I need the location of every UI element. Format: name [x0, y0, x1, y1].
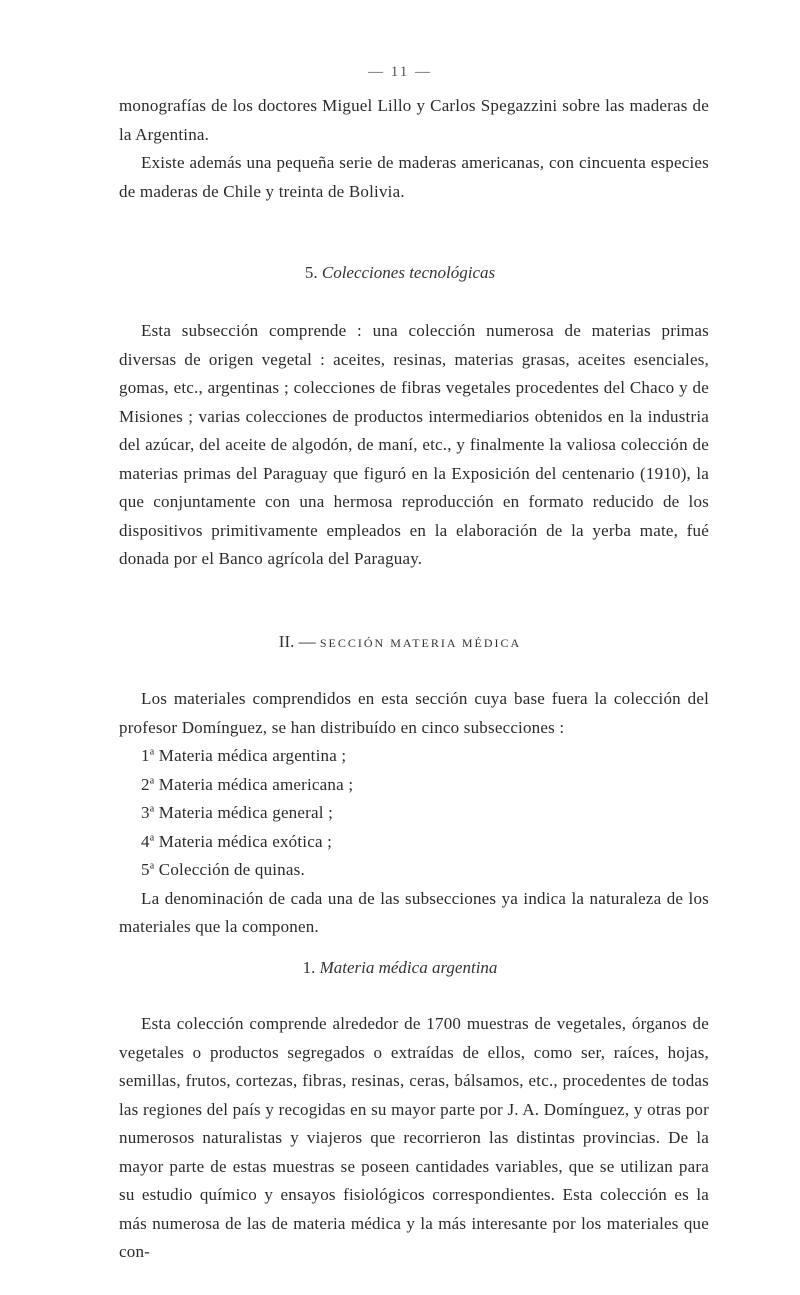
heading-seccion-materia-medica — [0, 632, 800, 652]
paragraph-denominacion: La denominación de cada una de las subsecciones ya indica la naturaleza de los materiales que la componen. — [119, 888, 709, 936]
list-item: 1$^a$ Materia médica argentina ; — [141, 746, 347, 765]
heading-number: 5. — [304, 263, 318, 282]
subsection-list — [119, 742, 709, 885]
argentina-section — [119, 1010, 709, 1267]
paragraph-coleccion-1700: Esta colección comprende alrededor de 1700 muestras de vegetales, órganos de vegetales o productos segregados o extraídas de ellos, como ser, raíces, hojas, semillas, frutos, cortezas, fibras, resinas, ceras, bálsamos, etc., procedentes de todas las regiones del país y recogidas en su mayor parte por J. A. Domínguez, y otras por numerosos naturalistas y viajeros que recorrieron las distintas provincias. De la mayor parte de estas muestras se poseen cantidades variables, que se utilizan para su estudio químico y ensayos fisiológicos correspondientes. Esta colección es la más numerosa de las de materia médica y la más interesante por los materiales que con- — [119, 1014, 709, 1261]
materia-medica-section — [119, 685, 709, 942]
heading-title: Materia médica argentina — [319, 958, 498, 977]
heading-number: II. — [278, 632, 295, 651]
heading-dash: — — [298, 632, 316, 651]
list-item: 2$^a$ Materia médica americana ; — [141, 774, 354, 794]
heading-number: 1. — [302, 958, 316, 977]
paragraph-monografias: monografías de los doctores Miguel Lillo y Carlos Spegazzini sobre las maderas de la Argentina. — [119, 96, 709, 144]
paragraph-subseccion: Esta subsección comprende : una colección numerosa de materias primas diversas de origen vegetal : aceites, resinas, materias grasas, aceites esenciales, gomas, etc., argentinas ; colecciones de fibras vegetales procedentes del Chaco y de Misiones ; varias colecciones de productos intermediarios obtenidos en la industria del azúcar, del aceite de algodón, de maní, etc., y finalmente la valiosa colección de materias primas del Paraguay que figuró en la Exposición del centenario (1910), la que conjuntamente con una hermosa reproducción en formato reducido de los dispositivos primitivamente empleados en la elaboración de la yerba mate, fué donada por el Banco agrícola del Paraguay. — [119, 321, 709, 568]
heading-colecciones-tecnologicas — [0, 263, 800, 283]
list-item: 5$^a$ Colección de quinas. — [141, 860, 305, 879]
heading-title: SECCIÓN MATERIA MÉDICA — [319, 636, 522, 650]
intro-section — [119, 92, 709, 206]
heading-materia-medica-argentina — [0, 958, 800, 978]
heading-title: Colecciones tecnológicas — [321, 263, 496, 282]
list-item: 4$^a$ Materia médica exótica ; — [141, 831, 333, 851]
paragraph-maderas-americanas: Existe además una pequeña serie de maderas americanas, con cincuenta especies de maderas de Chile y treinta de Bolivia. — [119, 153, 709, 201]
page-number: — 11 — — [368, 64, 432, 80]
tecnologicas-section — [119, 317, 709, 574]
paragraph-materiales: Los materiales comprendidos en esta sección cuya base fuera la colección del profesor Domínguez, se han distribuído en cinco subsecciones : — [119, 689, 709, 737]
list-item: 3$^a$ Materia médica general ; — [141, 803, 334, 822]
